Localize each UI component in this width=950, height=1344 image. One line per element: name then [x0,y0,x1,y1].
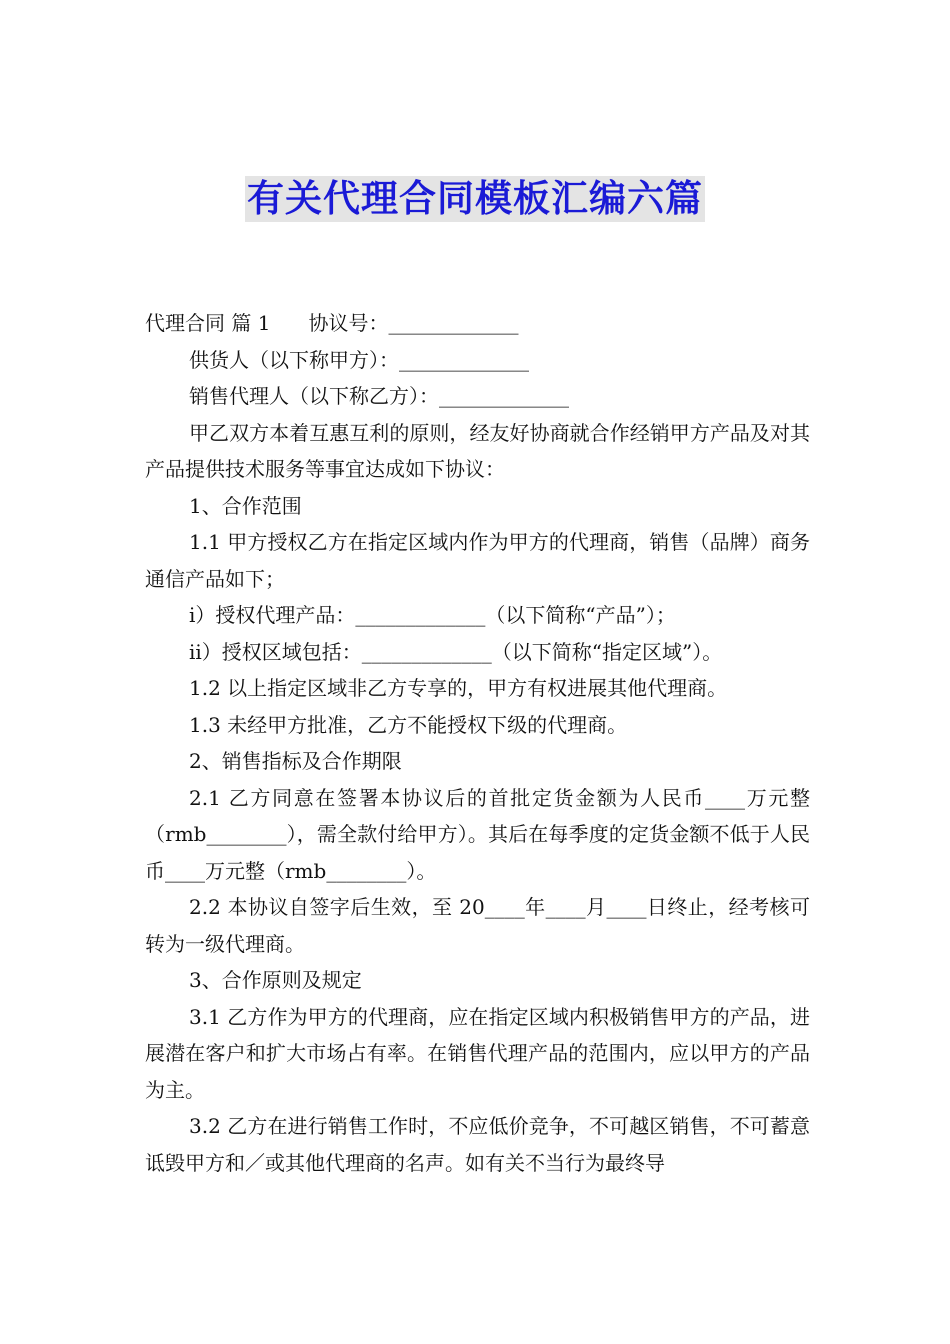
clause-1-2: 1.2 以上指定区域非乙方专享的，甲方有权进展其他代理商。 [189,676,728,700]
title-container [0,176,950,222]
section-heading-sales-targets: 2、销售指标及合作期限 [189,749,402,773]
section-heading-principles: 3、合作原则及规定 [189,968,362,992]
clause-1-1-i: i）授权代理产品：_____________（以下简称“产品”）； [189,603,676,627]
document-title: 有关代理合同模板汇编六篇 [247,177,703,220]
agent-line: 销售代理人（以下称乙方）：_____________ [189,384,569,408]
clause-3-1: 3.1 乙方作为甲方的代理商，应在指定区域内积极销售甲方的产品，进展潜在客户和扩大市场占有率。在销售代理产品的范围内，应以甲方的产品为主。 [145,1004,810,1102]
agreement-number-field: 协议号：_____________ [308,311,519,335]
clause-1-1: 1.1 甲方授权乙方在指定区域内作为甲方的代理商，销售（品牌）商务通信产品如下； [145,530,810,591]
contract-section-label: 代理合同 篇 1 [145,311,271,335]
clause-2-1: 2.1 乙方同意在签署本协议后的首批定货金额为人民币____万元整（rmb________），需全款付给甲方）。其后在每季度的定货金额不低于人民币____万元整（rmb________）。 [145,785,810,883]
preamble-paragraph: 甲乙双方本着互惠互利的原则，经友好协商就合作经销甲方产品及对其产品提供技术服务等事宜达成如下协议： [145,420,810,481]
clause-1-3: 1.3 未经甲方批准，乙方不能授权下级的代理商。 [189,712,628,737]
header-line [145,305,810,342]
section-heading-scope: 1、合作范围 [189,493,302,518]
clause-2-2: 2.2 本协议自签字后生效，至 20____年____月____日终止，经考核可转为一级代理商。 [145,895,810,956]
clause-3-2: 3.2 乙方在进行销售工作时，不应低价竞争，不可越区销售，不可蓄意诋毁甲方和／或其他代理商的名声。如有关不当行为最终导 [145,1114,810,1175]
supplier-line: 供货人（以下称甲方）：_____________ [189,347,529,372]
document-body [145,305,810,1181]
clause-1-1-ii: ii）授权区域包括：_____________（以下简称“指定区域”）。 [189,639,723,664]
